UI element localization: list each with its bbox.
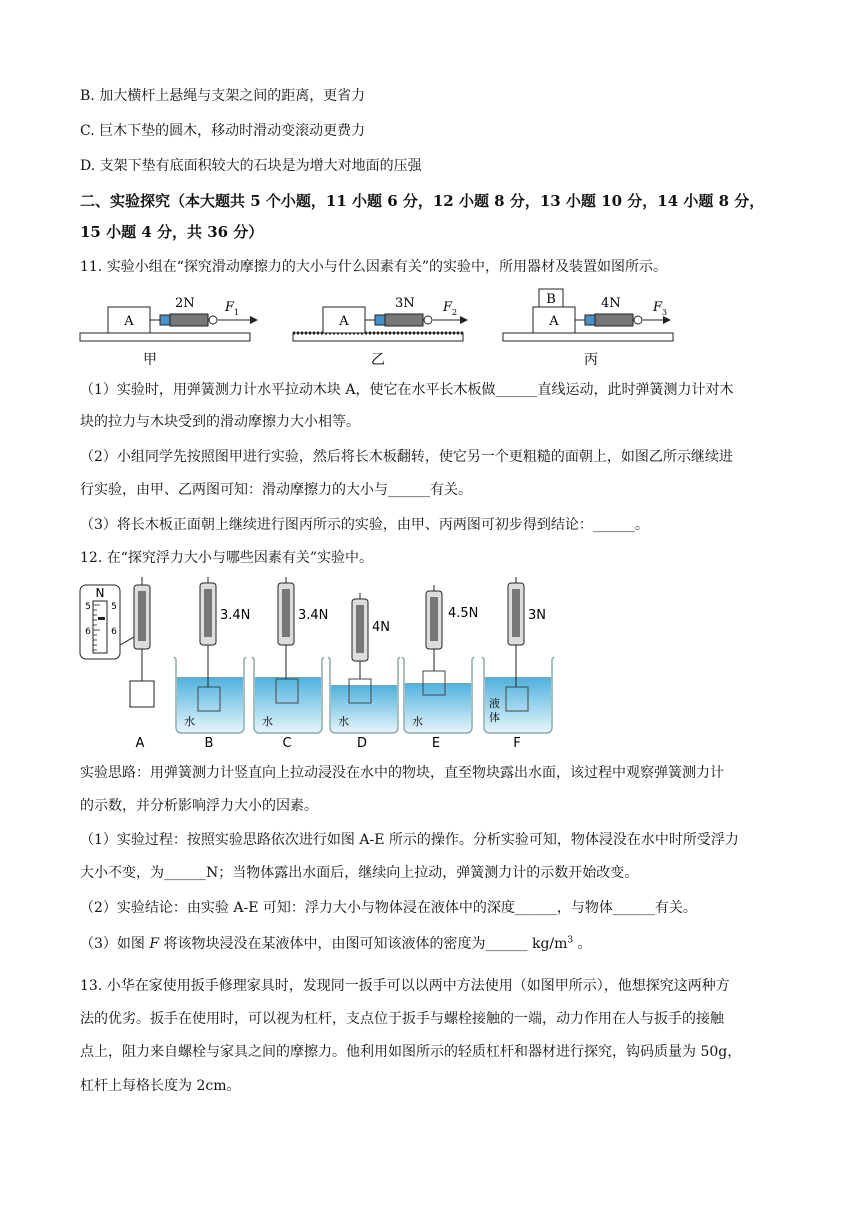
q12-setup-e xyxy=(402,585,478,751)
svg-text:6: 6 xyxy=(85,627,91,637)
q13-line1: 13. 小华在家使用扳手修理家具时，发现同一扳手可以以两中方法使用（如图甲所示），他想探究这两种方 xyxy=(80,978,730,994)
q12-part3-sup: 3 xyxy=(567,935,574,946)
svg-text:C: C xyxy=(282,736,292,751)
q11-part2-line1: （2）小组同学先按照图甲进行实验，然后将长木板翻转，使它另一个更粗糙的面朝上，如图乙所示继续进 xyxy=(80,449,733,465)
q12-part3-f: F xyxy=(149,936,160,952)
svg-text:B: B xyxy=(204,736,214,751)
svg-text:4.5N: 4.5N xyxy=(448,606,479,621)
q12-stem: 12. 在“探究浮力大小与哪些因素有关”实验中。 xyxy=(80,550,374,566)
q12-setup-b xyxy=(174,577,250,751)
q13-line4: 杠杆上每格长度为 2cm。 xyxy=(80,1078,241,1094)
q11-part1-line1: （1）实验时，用弹簧测力计水平拉动木块 A，使它在水平长木板做______直线运动，此时弹簧测力计对木 xyxy=(80,382,734,398)
q12-setup-d xyxy=(328,593,400,751)
q11-setup-yi xyxy=(293,296,468,368)
svg-text:乙: 乙 xyxy=(371,352,385,368)
q11-setup-jia xyxy=(80,296,258,368)
svg-text:丙: 丙 xyxy=(584,352,598,368)
svg-text:A: A xyxy=(549,314,559,329)
svg-text:5: 5 xyxy=(111,602,117,612)
svg-text:4N: 4N xyxy=(601,296,621,311)
svg-text:3: 3 xyxy=(662,308,668,317)
svg-text:水: 水 xyxy=(412,715,423,728)
q12-setup-a xyxy=(80,577,154,751)
svg-text:A: A xyxy=(135,736,145,751)
option-d: D. 支架下垫有底面积较大的石块是为增大对地面的压强 xyxy=(80,158,422,174)
svg-text:甲: 甲 xyxy=(143,352,157,368)
svg-text:F: F xyxy=(513,736,521,751)
q13-line2: 法的优劣。扳手在使用时，可以视为杠杆，支点位于扳手与螺栓接触的一端，动力作用在人与扳手的接触 xyxy=(80,1011,724,1027)
svg-text:4N: 4N xyxy=(372,620,390,635)
q12-idea-line1: 实验思路：用弹簧测力计竖直向上拉动浸没在水中的物块，直至物块露出水面，该过程中观察弹簧测力计 xyxy=(80,765,724,781)
q11-part3: （3）将长木板正面朝上继续进行图丙所示的实验，由甲、丙两图可初步得到结论：______。 xyxy=(80,517,649,533)
option-b: B. 加大横杆上悬绳与支架之间的距离，更省力 xyxy=(80,88,366,104)
q13-line3: 点上，阻力来自螺栓与家具之间的摩擦力。他利用如图所示的轻质杠杆和器材进行探究，钩码质量为 50g， xyxy=(80,1044,742,1060)
q12-part3 xyxy=(80,934,592,954)
svg-text:N: N xyxy=(95,586,105,600)
q12-idea-line2: 的示数，并分析影响浮力大小的因素。 xyxy=(80,798,318,814)
svg-text:水: 水 xyxy=(184,715,195,728)
section-title-line2: 15 小题 4 分，共 36 分） xyxy=(80,223,264,241)
svg-text:2: 2 xyxy=(452,308,458,317)
q12-part1-line1: （1）实验过程：按照实验思路依次进行如图 A-E 所示的操作。分析实验可知，物体浸没在水中时所受浮力 xyxy=(80,832,739,848)
svg-text:3N: 3N xyxy=(395,296,415,311)
svg-text:3N: 3N xyxy=(528,608,546,623)
option-c: C. 巨木下垫的圆木，移动时滑动变滚动更费力 xyxy=(80,123,366,139)
svg-text:F: F xyxy=(653,300,663,315)
svg-text:B: B xyxy=(546,292,556,307)
q12-setup-c xyxy=(252,577,328,751)
q12-buoyancy-figure xyxy=(76,575,576,755)
svg-text:E: E xyxy=(431,736,441,751)
q11-part2-line2: 行实验，由甲、乙两图可知：滑动摩擦力的大小与______有关。 xyxy=(80,482,472,498)
svg-text:F: F xyxy=(443,300,453,315)
q11-setup-bing xyxy=(503,289,673,368)
section-title-line1: 二、实验探究（本大题共 5 个小题，11 小题 6 分，12 小题 8 分，13 小题 10 分，14 小题 8 分， xyxy=(80,192,765,210)
q11-friction-figure xyxy=(75,285,675,373)
svg-text:A: A xyxy=(124,314,134,329)
q11-part1-line2: 块的拉力与木块受到的滑动摩擦力大小相等。 xyxy=(80,414,360,430)
q12-part1-line2: 大小不变，为______N；当物体露出水面后，继续向上拉动，弹簧测力计的示数开始改变。 xyxy=(80,865,639,881)
svg-text:6: 6 xyxy=(111,627,117,637)
q12-setup-f xyxy=(482,577,554,751)
svg-text:水: 水 xyxy=(338,715,349,728)
svg-text:2N: 2N xyxy=(175,296,195,311)
svg-text:3.4N: 3.4N xyxy=(298,608,329,623)
svg-text:A: A xyxy=(339,314,349,329)
svg-text:水: 水 xyxy=(262,715,273,728)
q11-stem: 11. 实验小组在“探究滑动摩擦力的大小与什么因素有关”的实验中，所用器材及装置如图所示。 xyxy=(80,259,668,275)
q12-part3-end: 。 xyxy=(573,936,592,952)
svg-text:5: 5 xyxy=(85,602,91,612)
svg-text:D: D xyxy=(356,736,368,751)
q12-part2: （2）实验结论：由实验 A-E 可知：浮力大小与物体浸在液体中的深度______，与物体______有关。 xyxy=(80,900,697,916)
svg-text:3.4N: 3.4N xyxy=(220,608,251,623)
q12-part3-pre: （3）如图 xyxy=(80,936,150,952)
q12-part3-mid: 将该物块浸没在某液体中，由图可知该液体的密度为______ kg/m xyxy=(159,936,568,952)
svg-text:液: 液 xyxy=(489,697,500,710)
svg-text:F: F xyxy=(225,300,235,315)
svg-text:体: 体 xyxy=(489,711,500,724)
svg-text:1: 1 xyxy=(234,308,240,317)
